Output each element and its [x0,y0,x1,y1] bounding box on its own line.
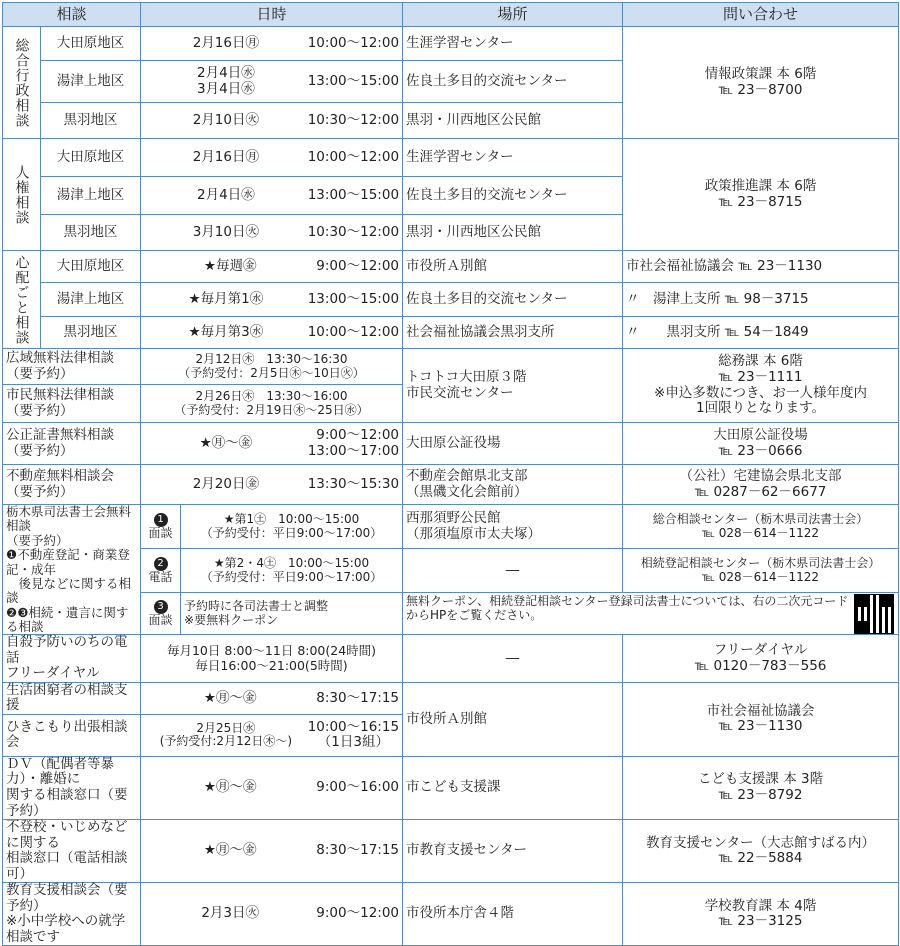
table-row [3,883,899,946]
place-cell: 黒羽・川西地区公民館 [403,103,623,139]
place-cell: 生涯学習センター [403,27,623,61]
date-cell: ★㊊～㊎ [203,842,257,859]
place-cell: トコトコ大田原３階 市民交流センター [403,349,623,423]
area-cell: 湯津上地区 [41,283,141,317]
time-cell: 10:30～12:00 [307,223,400,240]
date-cell: ★毎週㊎ [203,257,257,274]
area-cell: 大田原地区 [41,27,141,61]
header-consultation: 相談 [3,3,141,27]
date-cell: ★毎月第3㊌ [188,323,264,340]
area-cell: 大田原地区 [41,139,141,177]
consultation-name: 自殺予防いのちの電話 フリーダイヤル [3,635,141,683]
consultation-name: ＤＶ（配偶者等暴力）・離婚に 関する相談窓口（要予約） [3,756,141,819]
contact-cell: 市社会福祉協議会 ℡ 23－1130 [623,682,899,756]
place-cell: ― [403,635,623,683]
area-cell: 黒羽地区 [41,317,141,349]
place-cell: 不動産会館県北支部 （黒磯文化会館前） [403,465,623,505]
date-cell: ★㊊～㊎ [203,779,257,796]
method-label: 面談 [148,613,173,628]
consultation-name: 栃木県司法書士会無料相談 （要予約） ❶不動産登記・商業登記・成年 後見などに関する相談 ❷❸相続・遺言に関する相談 [3,505,141,635]
place-cell: 西那須野公民館 （那須塩原市太夫塚） [403,505,623,549]
header-place: 場所 [403,3,623,27]
table-row [3,682,899,714]
place-cell: 社会福祉協議会黒羽支所 [403,317,623,349]
table-row [3,465,899,505]
contact-cell: こども支援課 本 3階 ℡ 23－8792 [623,756,899,819]
date-cell: 2月4日㊌ 3月4日㊌ [197,64,255,97]
area-cell: 湯津上地区 [41,61,141,103]
time-cell: 9:00～12:00 [316,257,400,274]
date-cell: 2月16日㊊ [192,34,259,51]
date-cell: ★第1㊏ 10:00～15:00 （予約受付：平日9:00～17:00） [181,505,403,549]
time-cell: 13:00～15:00 [307,186,400,203]
date-cell: 2月3日㊋ [201,905,259,922]
contact-cell: 〃 黒羽支所 ℡ 54－1849 [623,317,899,349]
consultation-name: 公正証書無料相談（要予約） [3,423,141,465]
table-row [3,283,899,317]
place-cell: 大田原公証役場 [403,423,623,465]
consultation-name: 生活困窮者の相談支援 [3,682,141,714]
table-row [3,505,899,549]
place-cell: ― [403,549,623,593]
coupon-note: 無料クーポン、相続登記相談センター登録司法書士については、右の二次元コードからHPをご覧ください。 [406,593,849,622]
time-cell: 9:00～12:00 13:00～17:00 [307,426,400,459]
table-row [3,139,899,177]
number-badge: 3 [154,600,168,614]
table-row [3,423,899,465]
contact-cell: 総務課 本 6階 ℡ 23－1111 ※申込多数につき、お一人様年度内 1回限りとなります。 [623,349,899,423]
number-badge: 2 [154,557,168,571]
method-label: 電話 [148,570,173,585]
place-cell: 市役所本庁舎４階 [403,883,623,946]
date-cell: ★㊊～㊎ [199,434,253,451]
date-cell: 予約時に各司法書士と調整 ※要無料クーポン [181,593,403,635]
time-cell: 9:00～16:00 [316,779,400,796]
method-label: 面談 [148,526,173,541]
contact-cell: 情報政策課 本 6階 ℡ 23－8700 [623,27,899,139]
date-cell: 2月4日㊌ [197,186,255,203]
time-cell: 13:00～15:00 [307,290,400,307]
contact-cell: 〃 湯津上支所 ℡ 98－3715 [623,283,899,317]
place-cell: 生涯学習センター [403,139,623,177]
contact-cell: 相続登記相談センター（栃木県司法書士会） ℡ 028－614－1122 [623,549,899,593]
table-row [3,317,899,349]
category-label: 総合行政相談 [3,27,41,139]
consultation-name: 不動産無料相談会（要予約） [3,465,141,505]
time-cell: 10:00～12:00 [307,148,400,165]
place-cell: 佐良土多目的交流センター [403,61,623,103]
place-cell: 市こども支援課 [403,756,623,819]
date-cell: 2月10日㊋ [192,111,259,128]
date-cell: 2月20日㊎ [192,475,259,492]
contact-cell: 政策推進課 本 6階 ℡ 23－8715 [623,139,899,251]
table-row [3,349,899,385]
time-cell: 8:30～17:15 [316,689,400,706]
date-cell: 2月16日㊊ [192,148,259,165]
contact-cell: 教育支援センター（大志館すばる内） ℡ 22－5884 [623,820,899,883]
contact-cell: 学校教育課 本 4階 ℡ 23－3125 [623,883,899,946]
contact-cell: 大田原公証役場 ℡ 23－0666 [623,423,899,465]
area-cell: 大田原地区 [41,251,141,283]
time-cell: 13:00～15:00 [307,72,400,89]
area-cell: 黒羽地区 [41,103,141,139]
qr-code-icon[interactable] [855,595,893,633]
consultation-name: 広域無料法律相談（要予約） [3,349,141,385]
date-cell: 2月25日㊌ (予約受付:2月12日㊍～) [159,720,293,749]
table-row [3,635,899,683]
date-cell: ★毎月第1㊌ [188,290,264,307]
consultation-name: 市民無料法律相談（要予約） [3,385,141,423]
table-row [3,756,899,819]
table-row [3,820,899,883]
place-cell: 市教育支援センター [403,820,623,883]
consultation-name: 不登校・いじめなどに関する 相談窓口（電話相談可） [3,820,141,883]
place-cell: 市役所Ａ別館 [403,682,623,756]
place-cell: 佐良土多目的交流センター [403,177,623,215]
time-cell: 9:00～12:00 [316,905,400,922]
time-cell: 13:30～15:30 [307,475,400,492]
area-cell: 黒羽地区 [41,215,141,251]
header-contact: 問い合わせ [623,3,899,27]
contact-cell: フリーダイヤル ℡ 0120－783－556 [623,635,899,683]
place-cell: 黒羽・川西地区公民館 [403,215,623,251]
time-cell: 10:30～12:00 [307,111,400,128]
category-label: 人権相談 [3,139,41,251]
time-cell: 8:30～17:15 [316,842,400,859]
consultation-name: ひきこもり出張相談会 [3,714,141,756]
date-cell: 2月26日㊍ 13:30～16:00 （予約受付：2月19日㊍～25日㊌） [141,385,403,423]
time-cell: 10:00～12:00 [307,34,400,51]
table-row [3,251,899,283]
time-cell: 10:00～16:15 （1日3組） [307,718,400,751]
date-cell: 毎月10日 8:00～11日 8:00(24時間) 毎日16:00～21:00(5時間) [141,635,403,683]
date-cell: 3月10日㊋ [192,223,259,240]
header-datetime: 日時 [141,3,403,27]
area-cell: 湯津上地区 [41,177,141,215]
place-cell: 佐良土多目的交流センター [403,283,623,317]
table-row [3,27,899,61]
date-cell: 2月12日㊍ 13:30～16:30 （予約受付：2月5日㊍～10日㊋） [141,349,403,385]
contact-cell: 市社会福祉協議会 ℡ 23－1130 [623,251,899,283]
consultation-table [2,2,899,946]
consultation-name: 教育支援相談会（要予約） ※小中学校への就学相談です [3,883,141,946]
category-label: 心配ごと相談 [3,251,41,349]
date-cell: ★㊊～㊎ [203,689,257,706]
contact-cell: 総合相談センター（栃木県司法書士会） ℡ 028－614－1122 [623,505,899,549]
number-badge: 1 [154,513,168,527]
contact-cell: （公社）宅建協会県北支部 ℡ 0287－62－6677 [623,465,899,505]
place-cell: 市役所Ａ別館 [403,251,623,283]
date-cell: ★第2・4㊏ 10:00～15:00 （予約受付：平日9:00～17:00） [181,549,403,593]
time-cell: 10:00～12:00 [307,323,400,340]
